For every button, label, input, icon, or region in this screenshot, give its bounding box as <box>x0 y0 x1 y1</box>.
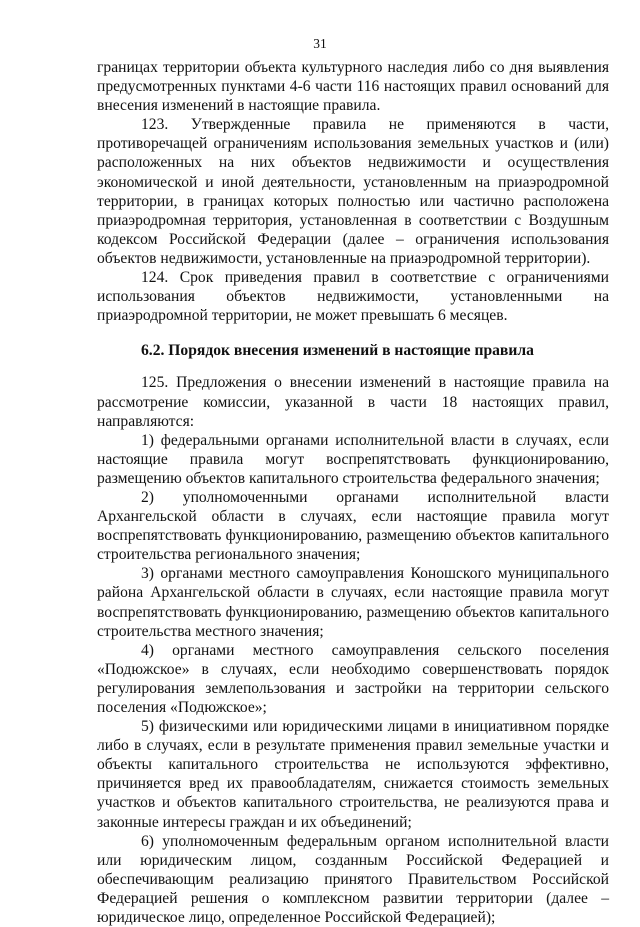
page-number: 31 <box>313 36 327 51</box>
paragraph-123: 123. Утвержденные правила не применяются в части, противоречащей ограничениям использования земельных участков и (или) расположенных на них объектов недвижимости и осуществления экономической и иной деятельности, установленным на приаэродромной территории, в границах которых полностью или частично расположена приаэродромная территория, установленная в соответствии с Воздушным кодексом Российской Федерации (далее – ограничения использования объектов недвижимости, установленные на приаэродромной территории). <box>97 116 609 267</box>
list-item-5: 5) физическими или юридическими лицами в инициативном порядке либо в случаях, если в результате применения правил земельные участки и объекты капитального строительства не используются эффективно, причиняется вред их правообладателям, снижается стоимость земельных участков и объектов капитального строительства, не реализуются права и законные интересы граждан и их объединений; <box>97 718 609 831</box>
list-item-4: 4) органами местного самоуправления сельского поселения «Подюжское» в случаях, если необходимо совершенствовать порядок регулирования землепользования и застройки на территории сельского поселения «Подюжское»; <box>97 641 609 716</box>
list-item-6: 6) уполномоченным федеральным органом исполнительной власти или юридическим лицом, созданным Российской Федерацией и обеспечивающим реализацию принятого Правительством Российской Федерацией решения о комплексном развитии территории (далее – юридическое лицо, определенное Российской Федерацией); <box>97 832 609 927</box>
paragraph-124: 124. Срок приведения правил в соответствие с ограничениями использования объектов недвижимости, установленными на приаэродромной территории, не может превышать 6 месяцев. <box>97 269 609 325</box>
section-heading: 6.2. Порядок внесения изменений в настоящие правила <box>141 342 534 360</box>
paragraph-continuation: границах территории объекта культурного наследия либо со дня выявления предусмотренных пунктами 4-6 части 116 настоящих правил оснований для внесения изменений в настоящие правила. <box>97 59 609 115</box>
list-item-1: 1) федеральными органами исполнительной власти в случаях, если настоящие правила могут воспрепятствовать функционированию, размещению объектов капитального строительства федерального значения; <box>97 431 609 487</box>
paragraph-125: 125. Предложения о внесении изменений в настоящие правила на рассмотрение комиссии, указанной в части 18 настоящих правил, направляются: <box>97 374 609 430</box>
document-body <box>97 58 609 927</box>
list-item-2: 2) уполномоченными органами исполнительной власти Архангельской области в случаях, если настоящие правила могут воспрепятствовать функционированию, размещению объектов капитального строительства регионального значения; <box>97 488 609 564</box>
list-item-3: 3) органами местного самоуправления Коношского муниципального района Архангельской области в случаях, если настоящие правила могут воспрепятствовать функционированию, размещению объектов капитального строительства местного значения; <box>97 565 609 640</box>
